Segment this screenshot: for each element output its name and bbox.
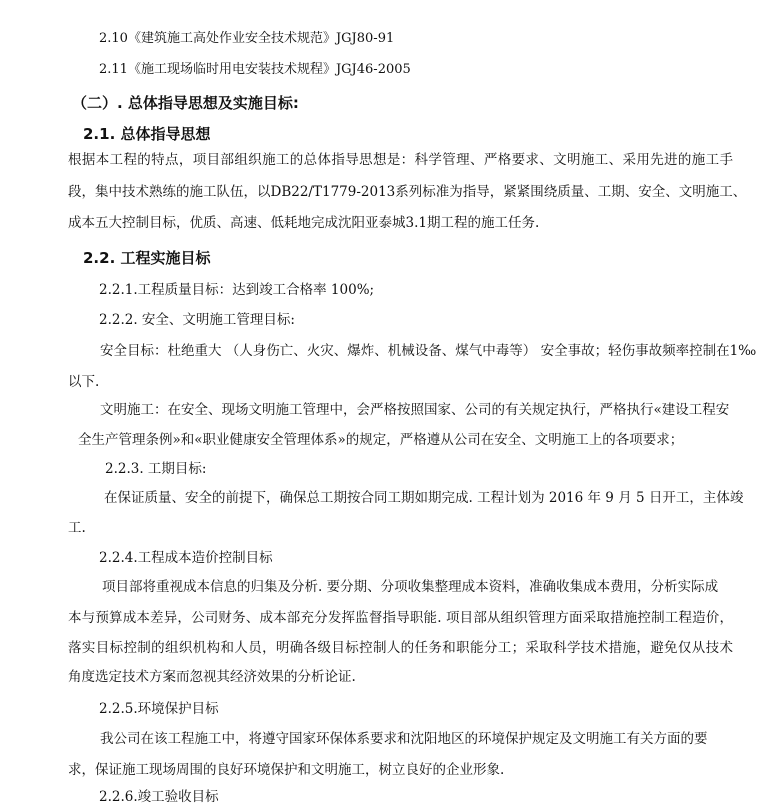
safety-target-line: 以下. (68, 374, 100, 390)
civil-construction-line: 文明施工：在安全、现场文明施工管理中，会严格按照国家、公司的有关规定执行，严格执行«建设工程安 (100, 402, 730, 418)
cost-line: 角度选定技术方案而忽视其经济效果的分析论证. (68, 669, 356, 685)
civil-construction-line: 全生产管理条例»和«职业健康安全管理体系»的规定，严格遵从公司在安全、文明施工上的各项要求； (78, 432, 684, 448)
reference-2-10: 2.10《建筑施工高处作业安全技术规范》JGJ80-91 (99, 31, 395, 46)
guiding-heading: 2.1. 总体指导思想 (83, 125, 211, 143)
environment-line: 我公司在该工程施工中，将遵守国家环保体系要求和沈阳地区的环境保护规定及文明施工有关方面的要 (100, 731, 708, 747)
cost-line: 本与预算成本差异，公司财务、成本部充分发挥监督指导职能. 项目部从组织管理方面采取措施控制工程造价， (68, 610, 733, 626)
cost-heading: 2.2.4.工程成本造价控制目标 (99, 550, 273, 566)
guiding-paragraph-line: 成本五大控制目标，优质、高速、低耗地完成沈阳亚泰城3.1期工程的施工任务. (68, 215, 540, 231)
quality-target: 2.2.1.工程质量目标：达到竣工合格率 100%; (99, 282, 375, 298)
section-heading: （二）. 总体指导思想及实施目标: (72, 94, 299, 112)
guiding-paragraph-line: 段，集中技术熟练的施工队伍，以DB22/T1779-2013系列标准为指导，紧紧围绕质量、工期、安全、文明施工、 (68, 184, 747, 200)
schedule-heading: 2.2.3. 工期目标: (105, 461, 207, 477)
environment-line: 求，保证施工现场周围的良好环境保护和文明施工，树立良好的企业形象. (68, 762, 505, 778)
reference-2-11: 2.11《施工现场临时用电安装技术规程》JGJ46-2005 (99, 62, 411, 77)
targets-heading: 2.2. 工程实施目标 (83, 249, 211, 267)
safety-target-line: 安全目标：杜绝重大 （人身伤亡、火灾、爆炸、机械设备、煤气中毒等） 安全事故；轻伤事故频率控制在1‰ (100, 343, 757, 359)
safety-heading: 2.2.2. 安全、文明施工管理目标: (99, 312, 295, 328)
cost-line: 落实目标控制的组织机构和人员，明确各级目标控制人的任务和职能分工；采取科学技术措施，避免仅从技术 (68, 640, 733, 656)
schedule-line: 在保证质量、安全的前提下，确保总工期按合同工期如期完成. 工程计划为 2016 年 9 月 5 日开工，主体竣 (104, 490, 744, 506)
guiding-paragraph-line: 根据本工程的特点，项目部组织施工的总体指导思想是：科学管理、严格要求、文明施工、采用先进的施工手 (68, 152, 733, 168)
acceptance-heading: 2.2.6.竣工验收目标 (99, 789, 219, 805)
environment-heading: 2.2.5.环境保护目标 (99, 701, 219, 717)
cost-line: 项目部将重视成本信息的归集及分析. 要分期、分项收集整理成本资料，准确收集成本费用，分析实际成 (102, 579, 719, 595)
schedule-line: 工. (68, 520, 86, 536)
